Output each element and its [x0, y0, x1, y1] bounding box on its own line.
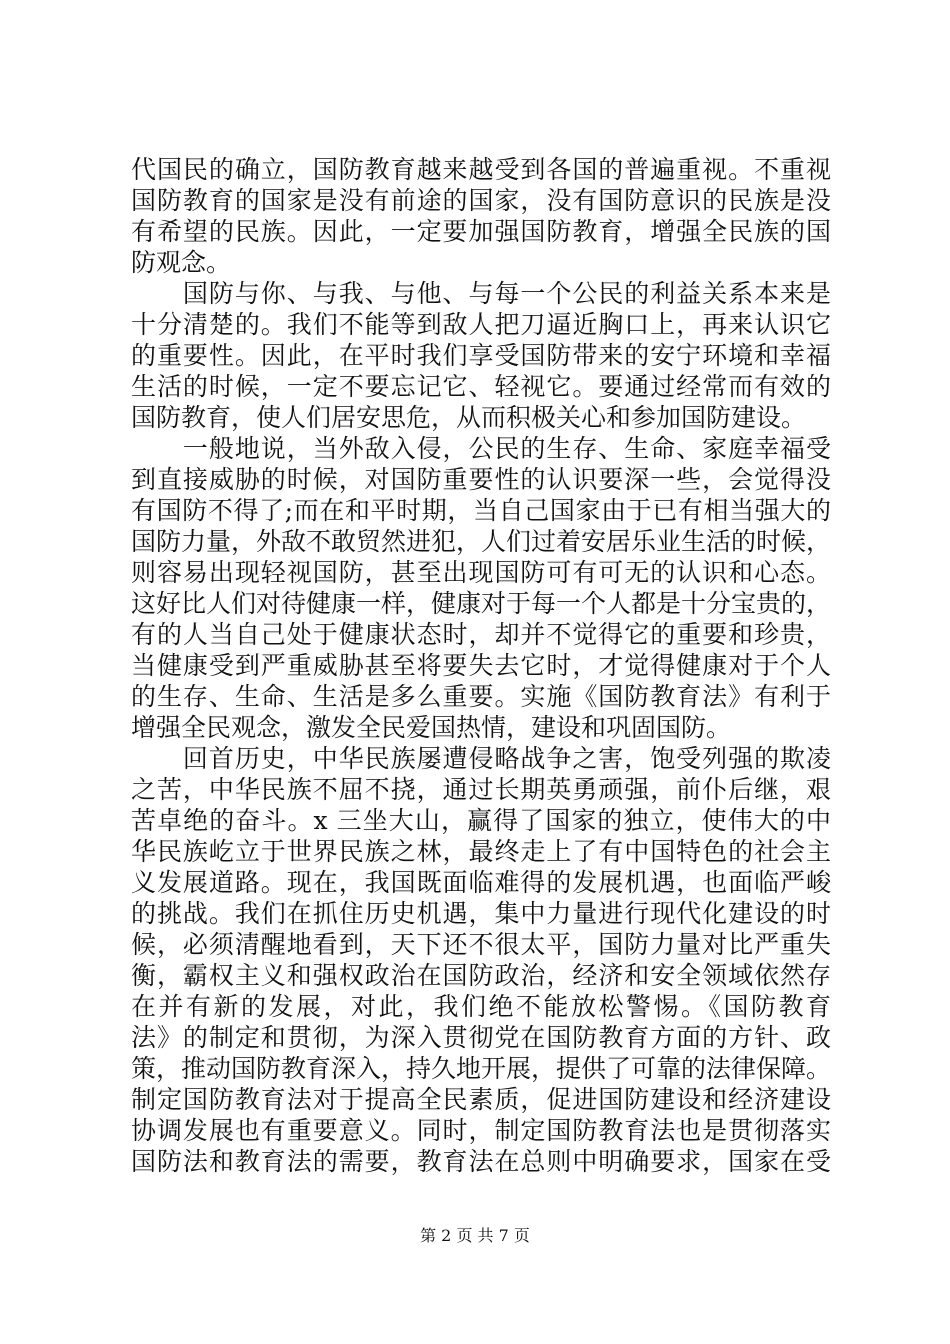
text-line: 策，推动国防教育深入，持久地开展，提供了可靠的法律保障。: [131, 1054, 832, 1083]
text-line: 国防与你、与我、与他、与每一个公民的利益关系本来是: [131, 279, 831, 308]
text-line: 回首历史，中华民族屡遭侵略战争之害，饱受列强的欺凌: [131, 744, 831, 773]
text-line: 十分清楚的。我们不能等到敌人把刀逼近胸口上，再来认识它: [131, 310, 831, 339]
text-line: 则容易出现轻视国防，甚至出现国防可有可无的认识和心态。: [131, 558, 831, 587]
text-line: 到直接威胁的时候，对国防重要性的认识要深一些，会觉得没: [131, 465, 831, 494]
text-line: 国防法和教育法的需要，教育法在总则中明确要求，国家在受: [131, 1147, 831, 1176]
text-line: 法》的制定和贯彻，为深入贯彻党在国防教育方面的方针、政: [131, 1023, 831, 1052]
text-line: 衡，霸权主义和强权政治在国防政治，经济和安全领域依然存: [131, 961, 831, 990]
text-line: 代国民的确立，国防教育越来越受到各国的普遍重视。不重视: [131, 155, 831, 184]
text-line: 的挑战。我们在抓住历史机遇，集中力量进行现代化建设的时: [131, 899, 831, 928]
text-line: 生活的时候，一定不要忘记它、轻视它。要通过经常而有效的: [131, 372, 831, 401]
text-line: 这好比人们对待健康一样，健康对于每一个人都是十分宝贵的，: [131, 589, 832, 618]
text-line: 苦卓绝的奋斗。x 三坐大山，赢得了国家的独立，使伟大的中: [131, 806, 831, 835]
body-text: [131, 154, 831, 1177]
text-line: 义发展道路。现在，我国既面临难得的发展机遇，也面临严峻: [131, 868, 831, 897]
text-line: 华民族屹立于世界民族之林，最终走上了有中国特色的社会主: [131, 837, 831, 866]
text-line: 在并有新的发展，对此，我们绝不能放松警惕。《国防教育: [131, 992, 831, 1021]
text-line: 有国防不得了;而在和平时期，当自己国家由于已有相当强大的: [131, 496, 831, 525]
text-line: 国防教育的国家是没有前途的国家，没有国防意识的民族是没: [131, 186, 831, 215]
text-line: 候，必须清醒地看到，天下还不很太平，国防力量对比严重失: [131, 930, 831, 959]
text-line: 一般地说，当外敌入侵，公民的生存、生命、家庭幸福受: [131, 434, 831, 463]
page-footer: 第 2 页 共 7 页: [420, 1226, 530, 1245]
text-line: 增强全民观念，激发全民爱国热情，建设和巩固国防。: [131, 713, 732, 742]
text-line: 有的人当自己处于健康状态时，却并不觉得它的重要和珍贵，: [131, 620, 831, 649]
text-line: 的生存、生命、生活是多么重要。实施《国防教育法》有利于: [131, 682, 831, 711]
text-line: 制定国防教育法对于提高全民素质，促进国防建设和经济建设: [131, 1085, 831, 1114]
text-line: 协调发展也有重要意义。同时，制定国防教育法也是贯彻落实: [131, 1116, 831, 1145]
text-line: 国防力量，外敌不敢贸然进犯，人们过着安居乐业生活的时候，: [131, 527, 832, 556]
text-line: 当健康受到严重威胁甚至将要失去它时，才觉得健康对于个人: [131, 651, 831, 680]
text-line: 之苦，中华民族不屈不挠，通过长期英勇顽强，前仆后继，艰: [131, 775, 831, 804]
text-line: 的重要性。因此，在平时我们享受国防带来的安宁环境和幸福: [131, 341, 831, 370]
text-line: 国防教育，使人们居安思危，从而积极关心和参加国防建设。: [131, 403, 807, 432]
text-line: 防观念。: [131, 248, 232, 277]
text-line: 有希望的民族。因此，一定要加强国防教育，增强全民族的国: [131, 217, 831, 246]
